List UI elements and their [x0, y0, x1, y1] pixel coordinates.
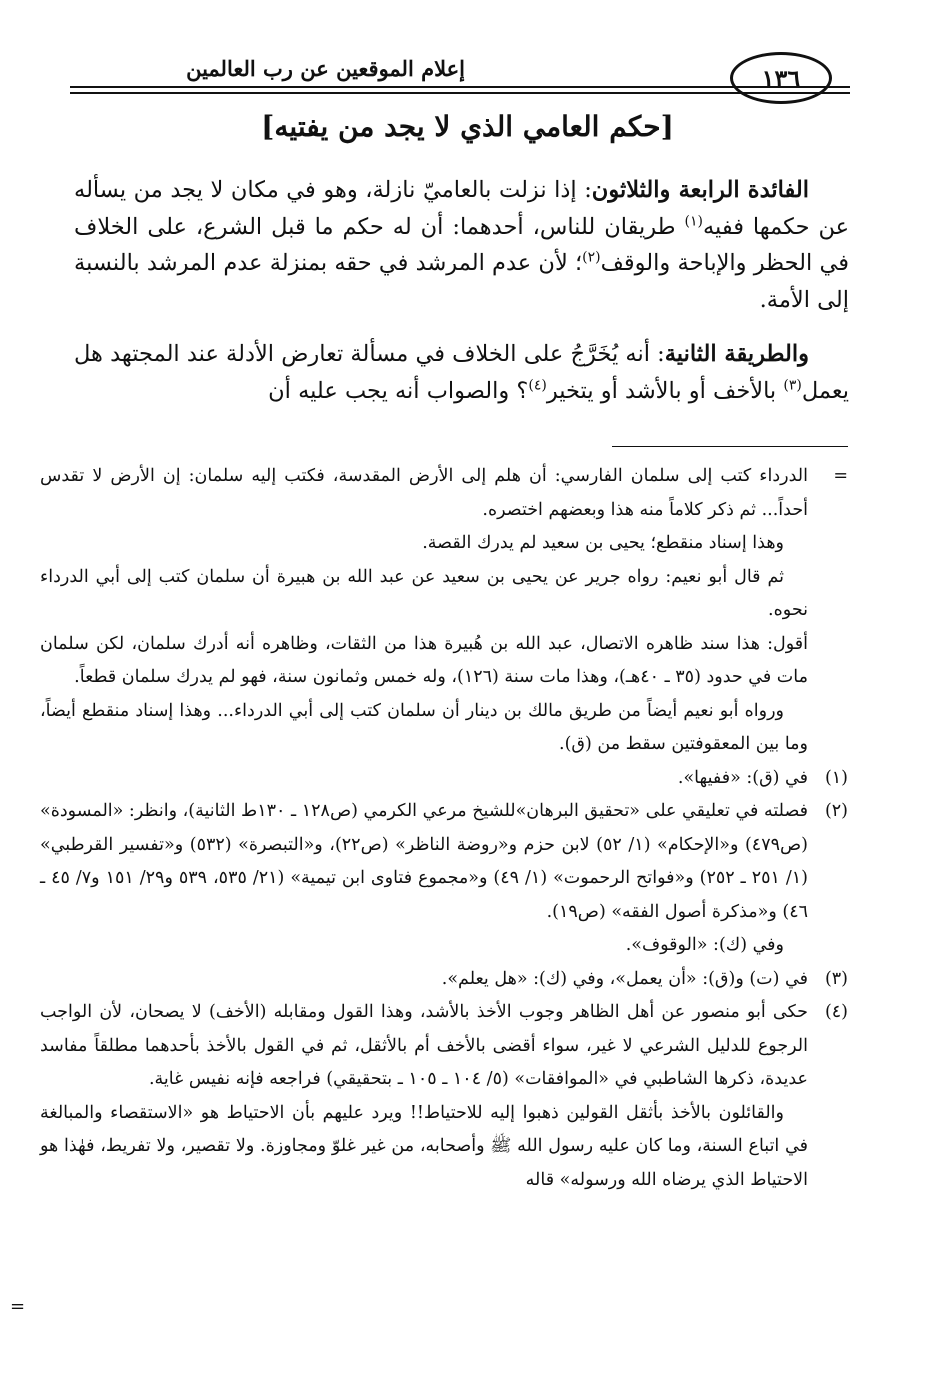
footnote-paragraph: ورواه أبو نعيم أيضاً من طريق مالك بن دينار أن سلمان كتب إلى أبي الدرداء... وهذا إسناد منقطع أيضاً، وما بين المعقوفتين سقط من (ق). — [40, 700, 808, 754]
footnote-number: (٤) — [824, 1002, 848, 1022]
footnote-continuation — [40, 460, 848, 762]
footnotes — [40, 460, 848, 1197]
footnote-3 — [40, 963, 848, 997]
running-title: إعلام الموقعين عن رب العالمين — [186, 56, 465, 81]
footnote-paragraph: ثم قال أبو نعيم: رواه جرير عن يحيى بن سعيد عن عبد الله بن هبيرة أن سلمان كتب إلى أبي الدرداء نحوه. — [40, 566, 808, 620]
footnote-4 — [40, 996, 848, 1197]
paragraph-text: ؛ لأن عدم المرشد في حقه بمنزلة عدم المرشد بالنسبة إلى الأمة. — [74, 250, 849, 313]
footnote-text: وفي (ك): «الوقوف». — [625, 935, 784, 955]
footnote-1 — [40, 762, 848, 796]
header-rule-top — [70, 86, 850, 88]
footnote-2 — [40, 795, 848, 963]
footnote-paragraph: أقول: هذا سند ظاهره الاتصال، عبد الله بن هُبيرة هذا من الثقات، وظاهره أنه أدرك سلمان، لكن سلمان مات في حدود (٣٥ ـ ٤٠هـ)، وهذا مات سنة (١٢٦)، وله خمس وثمانون سنة، فهو لم يدرك سلمان قطعاً. — [40, 633, 808, 687]
footnote-number: (٢) — [824, 801, 848, 821]
footnote-text: حكى أبو منصور عن أهل الظاهر وجوب الأخذ بالأشد، وهذا القول ومقابله (الأخف) لا يصحان، لأن الواجب الرجوع للدليل الشرعي لا غير، سواء أقضى بالأخف أم بالأثقل، ثم في القول بالأخذ بأحدهما مطلقاً مفاسد عديدة، ذكرها الشاطبي في «الموافقات» (٥/ ١٠٤ ـ ١٠٥ ـ بتحقيقي) فراجعه فإنه نفيس غاية. — [40, 1002, 808, 1089]
footnote-text: في (ق): «ففيها». — [677, 767, 808, 788]
continuation-mark-end: = — [10, 1296, 26, 1317]
paragraph-lead: الفائدة الرابعة والثلاثون — [591, 177, 809, 203]
footnote-text: والقائلون بالأخذ بأثقل القولين ذهبوا إليه للاحتياط!! ويرد عليهم بأن الاحتياط هو «الاستقصاء والمبالغة في اتباع السنة، وما كان عليه رسول الله ﷺ وأصحابه، من غير غلوّ ومجاوزة. ولا تقصير، ولا تفريط، فهٰذا هو الاحتياط الذي يرضاه الله ورسوله» قاله — [40, 1102, 808, 1190]
paragraph-text: ؟ والصواب أنه يجب عليه أن — [268, 377, 529, 404]
footnote-text: في (ت) و(ق): «أن يعمل»، وفي (ك): «هل يعلم». — [441, 968, 808, 989]
page-number-text: ١٣٦ — [761, 63, 801, 93]
paragraph-text: : أنه يُخَرَّجُ على الخلاف في مسألة تعارض الأدلة عند المجتهد هل يعمل — [74, 341, 849, 404]
paragraph-text: بالأخف أو بالأشد أو يتخير — [546, 377, 784, 404]
footnote-separator — [612, 446, 848, 447]
main-text — [74, 172, 849, 427]
footnote-ref: (٣) — [783, 377, 802, 393]
footnote-ref: (١) — [684, 213, 703, 229]
footnote-text: فصلته في تعليقي على «تحقيق البرهان»للشيخ مرعي الكرمي (ص١٢٨ ـ ١٣٠ط الثانية)، وانظر: «المسودة» (ص٤٧٩) و«الإحكام» (١/ ٥٢) لابن حزم و«روضة الناظر» (ص٢٢)، و«التبصرة» (٥٣٢) و«تفسير القرطبي» (١/ ٢٥١ ـ ٢٥٢) و«فواتح الرحموت» (١/ ٤٩) و«مجموع فتاوى ابن تيمية» (٢١/ ٥٣٥، ٥٣٩ و٢٩/ ١٥١ و٧/ ٤٥ ـ ٤٦) و«مذكرة أصول الفقه» (ص١٩). — [40, 801, 808, 922]
header-rule-bottom — [70, 92, 850, 94]
footnote-number: (٣) — [824, 968, 848, 989]
paragraph-2 — [74, 336, 849, 409]
paragraph-1 — [74, 172, 849, 318]
paragraph-text: : إذا نزلت بالعاميّ نازلة، وهو في مكان لا يجد من يسأله عن حكمها ففيه — [74, 177, 849, 240]
section-heading: [حكم العامي الذي لا يجد من يفتيه] — [261, 110, 674, 143]
footnote-ref: (٤) — [528, 377, 547, 393]
footnote-paragraph: وهذا إسناد منقطع؛ يحيى بن سعيد لم يدرك القصة. — [422, 533, 784, 553]
footnote-ref: (٢) — [582, 249, 601, 266]
paragraph-text: طريقان للناس، أحدهما: أن له حكم ما قبل الشرع، على الخلاف في الحظر والإباحة والوقف — [74, 213, 849, 276]
footnote-number: (١) — [824, 767, 848, 788]
continuation-mark: = — [833, 466, 848, 486]
paragraph-lead: والطريقة الثانية — [664, 341, 809, 367]
page-number — [730, 52, 832, 104]
footnote-paragraph: الدرداء كتب إلى سلمان الفارسي: أن هلم إلى الأرض المقدسة، فكتب إليه سلمان: إن الأرض لا تقدس أحداً... ثم ذكر كلاماً منه هذا وبعضهم اختصره. — [40, 466, 808, 520]
